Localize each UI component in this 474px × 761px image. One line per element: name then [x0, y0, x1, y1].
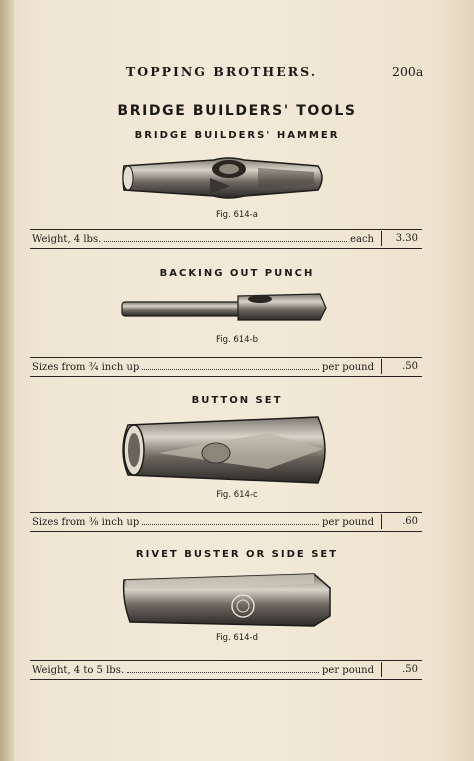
- item-heading-punch: BACKING OUT PUNCH: [159, 268, 315, 279]
- price-row-rivet-buster: [30, 660, 422, 680]
- item-description: Sizes from ¾ inch up: [32, 362, 140, 373]
- button-set-image: [118, 413, 340, 487]
- price-unit: per pound: [322, 362, 374, 373]
- section-title: BRIDGE BUILDERS' TOOLS: [117, 103, 357, 119]
- price-separator: [381, 662, 382, 677]
- figure-caption-614d: Fig. 614-d: [215, 633, 259, 643]
- price-separator: [381, 514, 382, 529]
- figure-caption-614c: Fig. 614-c: [216, 490, 258, 500]
- dot-leader: [142, 361, 319, 370]
- item-heading-button-set: BUTTON SET: [191, 395, 283, 406]
- item-heading-rivet-buster: RIVET BUSTER OR SIDE SET: [135, 549, 339, 560]
- item-price: .60: [402, 516, 418, 527]
- backing-out-punch-image: [120, 288, 330, 328]
- price-row-punch: [30, 357, 422, 377]
- item-price: .50: [402, 664, 418, 675]
- dot-leader: [127, 664, 319, 673]
- price-separator: [381, 231, 382, 246]
- price-row-button-set: [30, 512, 422, 532]
- price-unit: per pound: [322, 665, 374, 676]
- price-separator: [381, 359, 382, 374]
- price-unit: per pound: [322, 517, 374, 528]
- running-title: TOPPING BROTHERS.: [126, 64, 318, 79]
- dot-leader: [142, 516, 319, 525]
- dot-leader: [104, 233, 347, 242]
- page-header: [0, 64, 474, 84]
- rivet-buster-image: [118, 570, 338, 630]
- item-description: Weight, 4 lbs.: [32, 234, 102, 245]
- price-unit: each: [350, 234, 374, 245]
- price-row-hammer: [30, 229, 422, 249]
- item-price: .50: [402, 361, 418, 372]
- figure-caption-614a: Fig. 614-a: [216, 210, 258, 220]
- figure-caption-614b: Fig. 614-b: [215, 335, 259, 345]
- item-price: 3.30: [395, 233, 418, 244]
- bridge-builders-hammer-image: [118, 148, 330, 208]
- item-description: Weight, 4 to 5 lbs.: [32, 665, 125, 676]
- item-description: Sizes from ⅜ inch up: [32, 517, 140, 528]
- item-heading-hammer: BRIDGE BUILDERS' HAMMER: [134, 130, 340, 141]
- page-number: 200a: [392, 64, 424, 79]
